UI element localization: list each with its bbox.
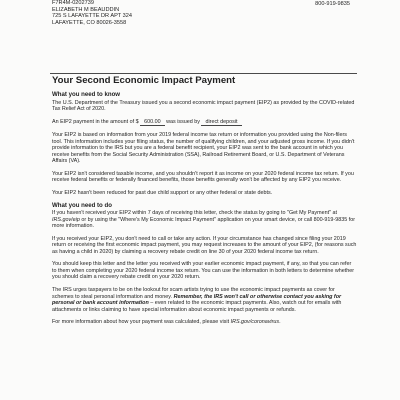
need-to-know-heading: What you need to know xyxy=(52,91,121,98)
payment-method: direct deposit xyxy=(201,119,241,127)
notice-code: F7R4M-0202739 xyxy=(52,0,94,6)
scam-warning-paragraph: The IRS urges taxpayers to be on the lookout for scam artists trying to use the economic impact payments as cover for schemes to steal personal information and money. Remember, the IRS won't call or otherwise contact you asking for personal or bank account information – even related to the economic impact payments. Also, watch out for emails with attachments or links claiming to have special information about economic impact payments or refunds. xyxy=(52,287,342,313)
eip2-intro: The U.S. Department of the Treasury issued you a second economic impact payment (EIP2) as provided by the COVID-related Tax Relief Act of 2020. xyxy=(52,99,355,113)
eip2-taxable: Your EIP2 isn't considered taxable income, and you shouldn't report it as income on your 2020 federal income tax return. If you receive federal benefits or federally financed benefits, those benefits generally won't be affected by any EIP2 you receive. xyxy=(52,170,354,184)
recipient-address xyxy=(52,0,132,26)
irs-coronavirus-link[interactable]: IRS.gov/coronavirus xyxy=(230,319,280,326)
recipient-name: ELIZABETH M BEAUDDIN xyxy=(52,6,120,13)
need-to-do-heading: What you need to do xyxy=(52,201,112,209)
eip2-basis: Your EIP2 is based on information from your 2019 federal income tax return or information you provided using the Non-filers tool. This information includes your filing status, the number of qualifying children, and your adjusted gross income. If you didn't provide information to the IRS but you are a federal benefit recipient, your EIP2 was sent to the bank account in which you receive benefits from the Social Security Administration (SSA), Railroad Retirement Board, or U.S. Department of Veterans Affairs (VA). xyxy=(52,132,355,165)
keep-letter-paragraph: You should keep this letter and the letter you received with your earlier economic impact payment, if any, so that you can refer to them when completing your 2020 federal income tax return. You can use the information in both letters to determine whether you should claim a recovery rebate credit on your 2020 return. xyxy=(52,261,355,281)
payment-amount-line: An EIP2 payment in the amount of $ 600.00 was issued by direct deposit xyxy=(52,119,357,127)
eip2-not-reduced: Your EIP2 hasn't been reduced for past due child support or any other federal or state debts. xyxy=(52,190,273,197)
irs-eip-link[interactable]: IRS.gov/eip xyxy=(52,216,80,223)
more-info-paragraph: For more information about how your payment was calculated, please visit IRS.gov/coronavirus. xyxy=(52,319,281,326)
payment-amount: 600.00 xyxy=(140,119,165,127)
letter-body xyxy=(52,92,357,332)
scam-warning-emphasis: Remember, the IRS won't call or otherwise contact you asking for personal or bank account information xyxy=(52,293,342,307)
no-action-paragraph: If you received your EIP2, you don't need to call or take any action. If your circumstance has changed since filing your 2019 return or receiving the first economic impact payment, you may request increases to the amount of your EIP2, (for reasons such as having a child in 2020) by claiming a recovery rebate credit on line 30 of your 2020 federal income tax return. xyxy=(52,235,357,255)
recipient-street: 725 S LAFAYETTE DR APT 324 xyxy=(52,13,133,20)
title-divider xyxy=(50,73,357,74)
check-status-paragraph: If you haven't received your EIP2 within 7 days of receiving this letter, check the status by going to "Get My Payment" at IRS.gov/eip or by using the "Where's My Economic Impact Payment" application on your smart device, or call 800-919-9835 for more information. xyxy=(52,210,355,230)
recipient-city: LAFAYETTE, CO 80026-3558 xyxy=(52,19,127,26)
page-title: Your Second Economic Impact Payment xyxy=(52,75,236,86)
phone-number: 800-919-9835 xyxy=(315,1,350,7)
